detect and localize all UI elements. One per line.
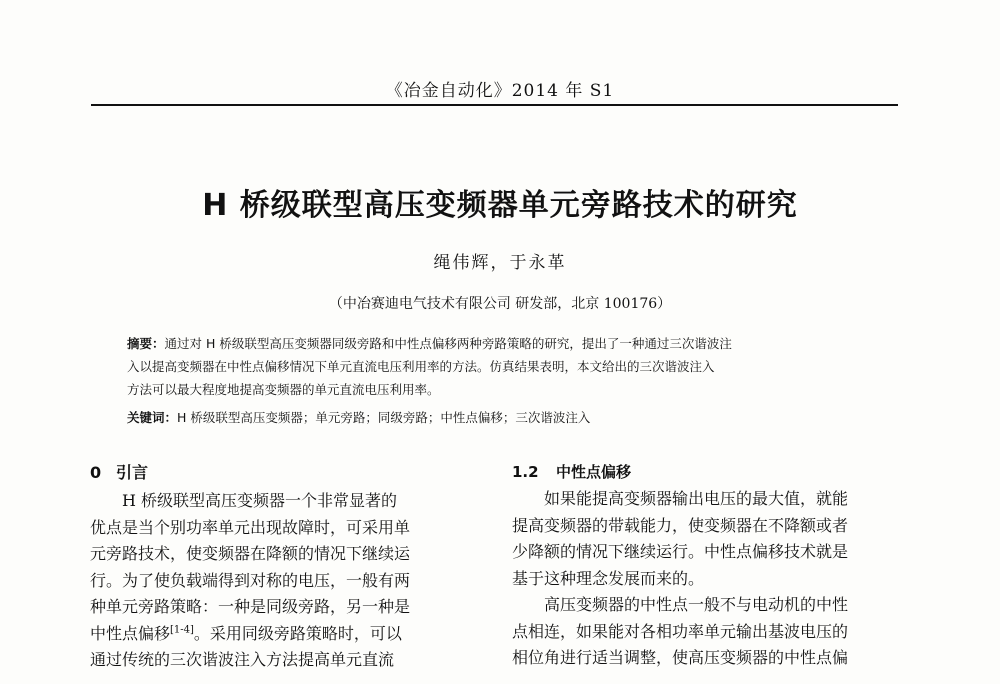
body-line: 基于这种理念发展而来的。 [512, 568, 705, 588]
section-number: 0 [90, 463, 102, 482]
section-title: 引言 [116, 463, 149, 482]
abstract-text: 通过对 H 桥级联型高压变频器同级旁路和中性点偏移两种旁路策略的研究，提出了一种通过三次谐波注 [164, 336, 732, 351]
subsection-number: 1.2 [512, 463, 539, 481]
subsection-heading-neutral-shift [512, 458, 898, 486]
body-line: 种单元旁路策略：一种是同级旁路，另一种是 [90, 597, 411, 616]
body-line: 通过传统的三次谐波注入方法提高单元直流 [90, 650, 395, 669]
body-line: 元旁路技术，使变频器在降额的情况下继续运 [90, 544, 411, 563]
body-line: 点相连，如果能对各相功率单元输出基波电压的 [512, 621, 849, 641]
abstract-line: 方法可以最大程度地提高变频器的单元直流电压利用率。 [127, 382, 440, 397]
citation-text-before: 中性点偏移 [90, 623, 171, 643]
running-head: 《冶金自动化》2014 年 S1 [385, 81, 615, 101]
header-rule [91, 104, 898, 106]
abstract-line [127, 332, 875, 355]
authors: 绳伟辉，于永革 [433, 253, 567, 273]
affiliation: （中冶赛迪电气技术有限公司 研发部，北京 100176） [328, 296, 672, 312]
abstract-line: 入以提高变频器在中性点偏移情况下单元直流电压利用率的方法。仿真结果表明，本文给出的三次谐波注入 [127, 359, 715, 374]
body-line: 优点是当个别功率单元出现故障时，可采用单 [90, 517, 411, 537]
keywords [127, 408, 875, 426]
abstract-label: 摘要： [127, 336, 165, 351]
body-line-citation [90, 621, 476, 648]
keywords-label: 关键词： [127, 410, 178, 425]
paper-title: H 桥级联型高压变频器单元旁路技术的研究 [202, 188, 798, 223]
abstract [127, 332, 875, 401]
subsection-title: 中性点偏移 [556, 463, 632, 481]
citation-ref: [1-4] [170, 624, 194, 636]
body-line: 少降额的情况下继续运行。中性点偏移技术就是 [512, 542, 849, 561]
keywords-text: H 桥级联型高压变频器；单元旁路；同级旁路；中性点偏移；三次谐波注入 [177, 410, 591, 425]
body-line: 行。为了使负载端得到对称的电压，一般有两 [90, 570, 411, 590]
body-line: 相位角进行适当调整，使高压变频器的中性点偏 [512, 648, 849, 667]
citation-text-after: 。采用同级旁路策略时，可以 [193, 623, 402, 643]
body-line: 高压变频器的中性点一般不与电动机的中性 [544, 595, 849, 614]
right-column [512, 458, 898, 672]
left-column [90, 458, 476, 674]
body-line: 提高变频器的带载能力，使变频器在不降额或者 [512, 515, 849, 535]
section-heading-introduction [90, 458, 476, 488]
body-line: 如果能提高变频器输出电压的最大值，就能 [544, 489, 849, 508]
body-line: H 桥级联型高压变频器一个非常显著的 [122, 491, 398, 510]
